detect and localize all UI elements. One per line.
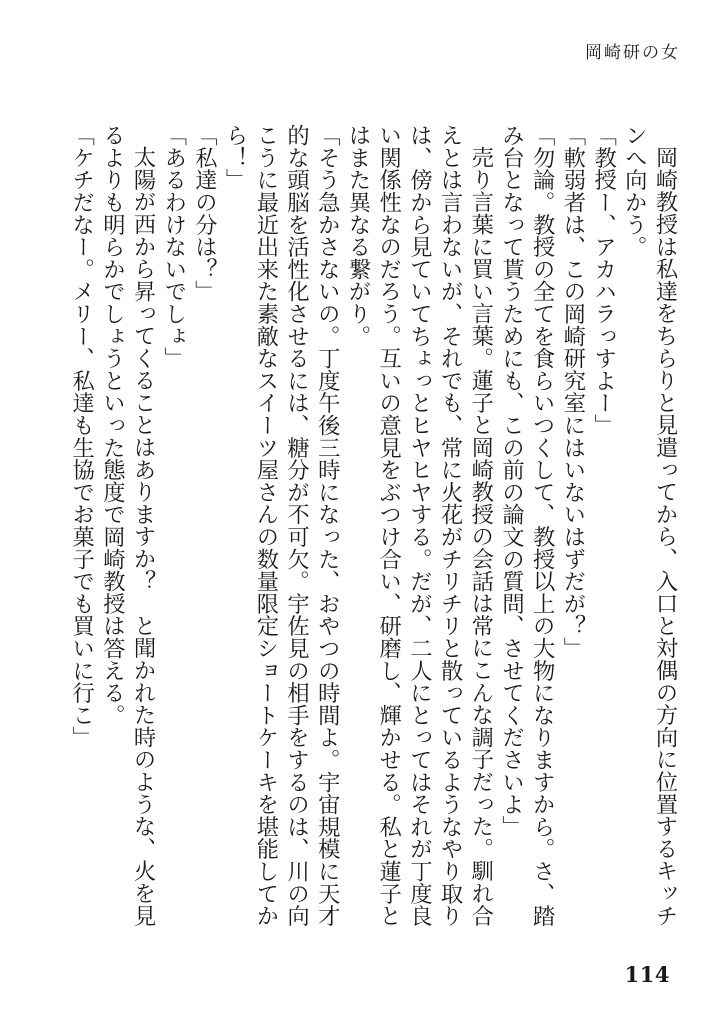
dialogue-line: 「ケチだなー。メリー、私達も生協でお菓子でも買いに行こ」 — [68, 124, 95, 749]
body-text — [68, 124, 680, 944]
running-title: 岡崎研の女 — [585, 43, 680, 63]
page-number: 114 — [624, 962, 670, 987]
dialogue-line: 「私達の分は？」 — [191, 124, 218, 303]
dialogue-line: 「そう急かさないの。丁度午後三時になった、おやつの時間よ。宇宙規模に天才的な頭脳を活性化させるには、糖分が不可欠。宇佐見の相手をするのは、川の向こうに最近出来た素敵なスイーツ屋さんの数量限定ショートケーキを堪能してから！」 — [222, 124, 341, 927]
dialogue-line: 「軟弱者は、この岡崎研究室にはいないはずだが？」 — [559, 124, 586, 660]
dialogue-line: 「あるわけないでしょ」 — [160, 124, 187, 370]
dialogue-line: 「教授ー、アカハラっすよー」 — [590, 124, 617, 437]
paragraph: 売り言葉に買い言葉。蓮子と岡崎教授の会話は常にこんな調子だった。馴れ合えとは言わないが、それでも、常に火花がチリチリと散っているようなやり取りは、傍から見ていてちょっとヒヤヒヤする。だが、二人にとってはそれが丁度良い関係性なのだろう。互いの意見をぶつけ合い、研磨し、輝かせる。私と蓮子とはまた異なる繋がり。 — [344, 124, 494, 927]
dialogue-line: 「勿論。教授の全てを食らいつくして、教授以上の大物になりますから。さ、踏み台となって貰うためにも、この前の論文の質問、させてくださいよ」 — [498, 124, 556, 927]
paragraph: 岡崎教授は私達をちらりと見遣ってから、入口と対偶の方向に位置するキッチンへ向かう。 — [621, 124, 678, 927]
paragraph: 太陽が西から昇ってくることはありますか？ と聞かれた時のような、火を見るよりも明らかでしょうといった態度で岡崎教授は答える。 — [99, 124, 157, 927]
